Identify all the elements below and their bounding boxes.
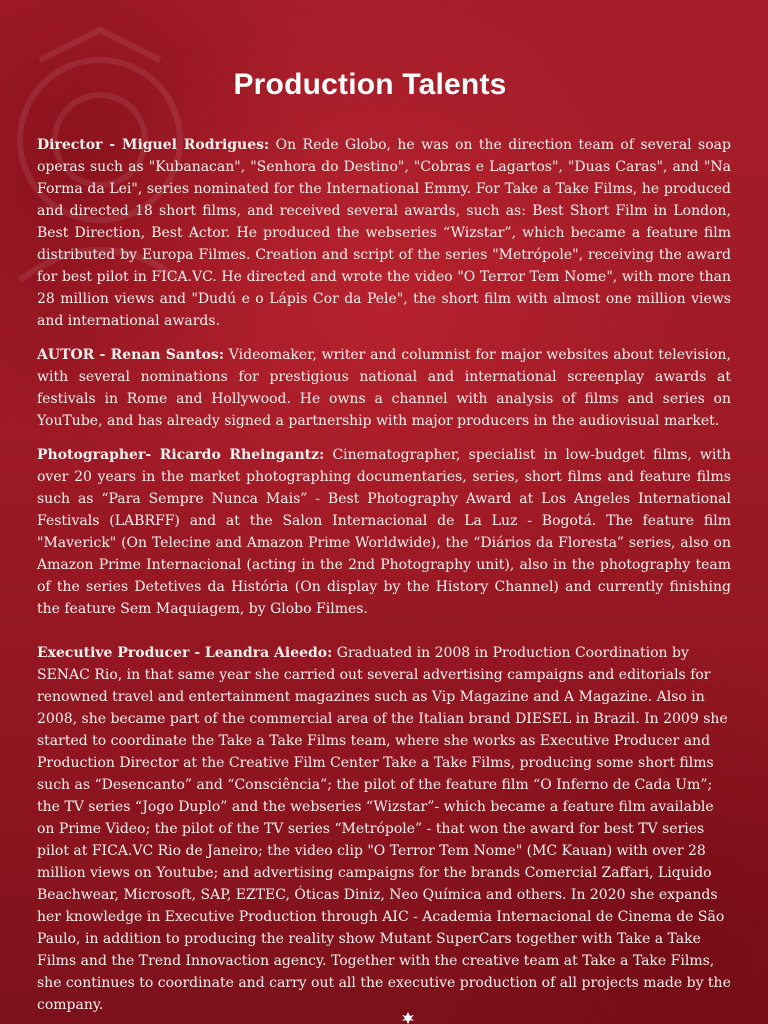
- talent-name: AUTOR - Renan Santos:: [37, 347, 224, 363]
- paragraph-photographer: [37, 444, 731, 620]
- logo-emblem-icon: [396, 1012, 420, 1024]
- talent-bio: Videomaker, writer and columnist for major websites about television, with several nominations for prestigious national and international screenplay awards at festivals in Rome and Hollywood. He owns a channel with analysis of films and series on YouTube, and has already signed a partnership with major producers in the audiovisual market.: [37, 347, 732, 429]
- talent-name: Photographer- Ricardo Rheingantz:: [37, 447, 325, 463]
- talent-bio: On Rede Globo, he was on the direction team of several soap operas such as "Kubanacan", "Senhora do Destino", "Cobras e Lagartos", "Duas Caras", and "Na Forma da Lei", series nominated for the International Emmy. For Take a Take Films, he produced and directed 18 short films, and received several awards, such as: Best Short Film in London, Best Direction, Best Actor. He produced the webseries “Wizstar”, which became a feature film distributed by Europa Filmes. Creation and script of the series "Metrópole", receiving the award for best pilot in FICA.VC. He directed and wrote the video "O Terror Tem Nome", with more than 28 million views and "Dudú e o Lápis Cor da Pele", the short film with almost one million views and international awards.: [37, 137, 731, 329]
- page-title: Production Talents: [233, 68, 507, 101]
- paragraph-executive-producer: [37, 642, 731, 1016]
- talent-name: Executive Producer - Leandra Aieedo:: [37, 645, 333, 661]
- talent-bio: Cinematographer, specialist in low-budget films, with over 20 years in the market photographing documentaries, series, short films and feature films such as “Para Sempre Nunca Mais” - Best Photography Award at Los Angeles International Festivals (LABRFF) and at the Salon Internacional de La Luz - Bogotá. The feature film "Maverick" (On Telecine and Amazon Prime Worldwide), the “Diários da Floresta” series, also on Amazon Prime Internacional (acting in the 2nd Photography unit), also in the photography team of the series Detetives da História (On display by the History Channel) and currently finishing the feature Sem Maquiagem, by Globo Filmes.: [37, 447, 731, 617]
- paragraph-author: [37, 344, 731, 432]
- paragraph-director: [37, 134, 731, 332]
- talent-name: Director - Miguel Rodrigues:: [37, 137, 270, 153]
- talents-text: [37, 134, 731, 1024]
- talent-bio: Graduated in 2008 in Production Coordination by SENAC Rio, in that same year she carried out several advertising campaigns and editorials for renowned travel and entertainment magazines such as Vip Magazine and A Magazine. Also in 2008, she became part of the commercial area of the Italian brand DIESEL in Brazil. In 2009 she started to coordinate the Take a Take Films team, where she works as Executive Producer and Production Director at the Creative Film Center Take a Take Films, producing some short films such as “Desencanto” and “Consciência”; the pilot of the feature film “O Inferno de Cada Um”; the TV series “Jogo Duplo” and the webseries “Wizstar”- which became a feature film available on Prime Video; the pilot of the TV series “Metrópole” - that won the award for best TV series pilot at FICA.VC Rio de Janeiro; the video clip "O Terror Tem Nome" (MC Kauan) with over 28 million views on Youtube; and advertising campaigns for the brands Comercial Zaffari, Liquido Beachwear, Microsoft, SAP, EZTEC, Óticas Diniz, Neo Química and others. In 2020 she expands her knowledge in Executive Production through AIC - Academia Internacional de Cinema de São Paulo, in addition to producing the reality show Mutant SuperCars together with Take a Take Films and the Trend Innovaction agency. Together with the creative team at Take a Take Films, she continues to coordinate and carry out all the executive production of all projects made by the company.: [37, 645, 731, 1013]
